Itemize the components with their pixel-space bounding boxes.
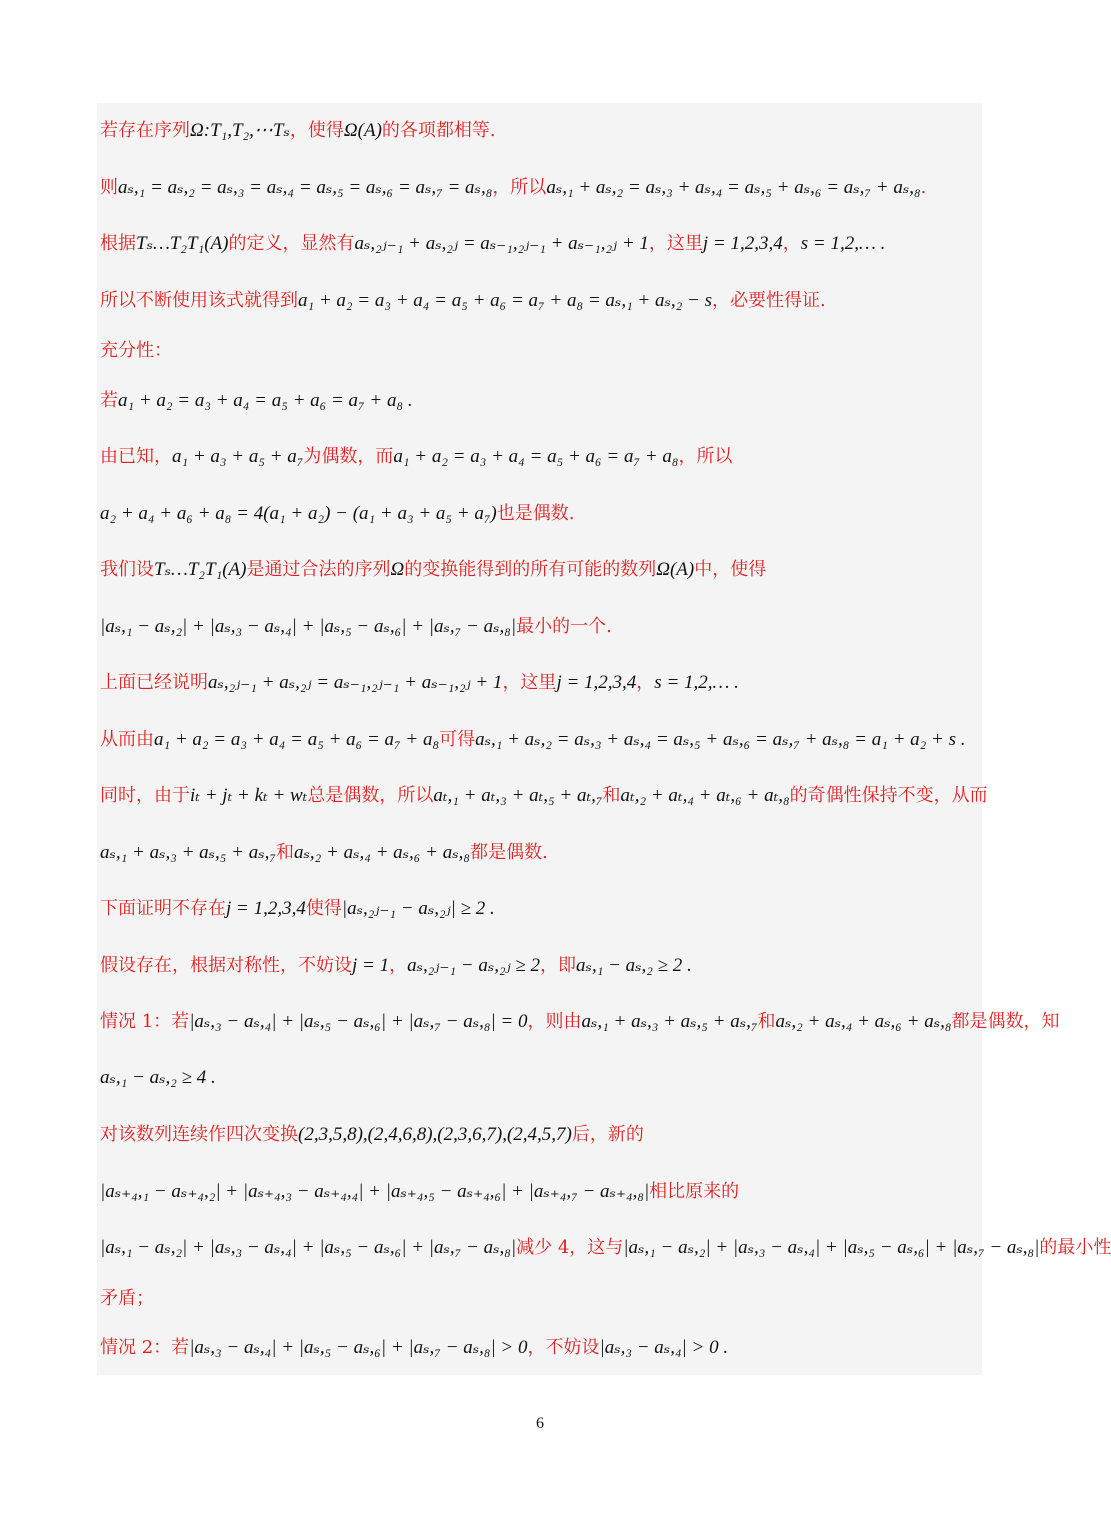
math-expression: iₜ + jₜ + kₜ + wₜ <box>190 785 308 806</box>
text-line <box>100 894 980 924</box>
text-segment: 的定义，显然有 <box>228 233 355 254</box>
math-expression: a₁ + a₃ + a₅ + a₇ <box>172 446 304 467</box>
text-segment: 充分性： <box>100 340 172 361</box>
text-line <box>100 442 980 472</box>
text-segment: 的各项都相等. <box>381 120 496 141</box>
text-segment: 我们设 <box>100 559 154 580</box>
text-line <box>100 555 980 585</box>
math-expression: a₂ + a₄ + a₆ + a₈ = 4(a₁ + a₂) − (a₁ + a₃ + a₅ + a₇) <box>100 503 497 524</box>
text-segment: 上面已经说明 <box>100 672 208 693</box>
text-line <box>100 1233 1111 1263</box>
text-segment: ，使得 <box>289 120 344 141</box>
math-expression: Ω(A) <box>343 120 382 141</box>
text-line <box>100 386 980 416</box>
text-segment: . <box>920 177 927 198</box>
math-expression: j = 1,2,3,4 <box>702 233 783 254</box>
math-expression: aₛ,₁ − aₛ,₂ ≥ 2 . <box>576 955 692 976</box>
text-line <box>100 838 980 868</box>
math-expression: a₁ + a₂ = a₃ + a₄ = a₅ + a₆ = a₇ + a₈ . <box>118 390 413 411</box>
text-segment: 的变换能得到的所有可能的数列 <box>404 559 657 580</box>
text-segment: 总是偶数，所以 <box>307 785 434 806</box>
math-expression: |aₛ₊₄,₁ − aₛ₊₄,₂| + |aₛ₊₄,₃ − aₛ₊₄,₄| + |aₛ₊₄,₅ − aₛ₊₄,₆| + |aₛ₊₄,₇ − aₛ₊₄,₈| <box>100 1181 650 1202</box>
text-segment: ， <box>389 955 408 976</box>
text-segment: 对该数列连续作四次变换 <box>100 1124 298 1145</box>
text-line <box>100 951 980 981</box>
text-segment: 后，新的 <box>571 1124 644 1145</box>
math-expression: aₛ,₁ + aₛ,₂ = aₛ,₃ + aₛ,₄ = aₛ,₅ + aₛ,₆ = aₛ,₇ + aₛ,₈ = a₁ + a₂ + s . <box>475 729 966 750</box>
math-expression: aₜ,₁ + aₜ,₃ + aₜ,₅ + aₜ,₇ <box>433 785 603 806</box>
text-segment: 若 <box>100 390 118 411</box>
math-expression: |aₛ,₁ − aₛ,₂| + |aₛ,₃ − aₛ,₄| + |aₛ,₅ − aₛ,₆| + |aₛ,₇ − aₛ,₈| <box>623 1237 1040 1258</box>
text-segment: ，这里 <box>648 233 703 254</box>
text-line <box>100 499 980 529</box>
math-expression: aₜ,₂ + aₜ,₄ + aₜ,₆ + aₜ,₈ <box>620 785 790 806</box>
math-expression: Ω:T₁,T₂,⋯Tₛ <box>190 120 290 141</box>
text-segment: 情况 1：若 <box>100 1011 190 1032</box>
text-segment: 相比原来的 <box>649 1181 740 1202</box>
text-segment: 矛盾； <box>100 1288 154 1309</box>
text-segment: 根据 <box>100 233 136 254</box>
text-line <box>100 1007 1060 1037</box>
math-expression: j = 1 <box>352 955 390 976</box>
text-line <box>100 1284 980 1314</box>
text-segment: ，所以 <box>492 177 547 198</box>
text-line <box>100 725 980 755</box>
text-segment: ，所以 <box>678 446 733 467</box>
text-segment: 则 <box>100 177 118 198</box>
text-line <box>100 1120 980 1150</box>
text-segment: 都是偶数. <box>470 842 548 863</box>
math-expression: Ω(A) <box>656 559 695 580</box>
text-segment: 由已知， <box>100 446 172 467</box>
text-line <box>100 1177 980 1207</box>
math-expression: a₁ + a₂ = a₃ + a₄ = a₅ + a₆ = a₇ + a₈ = aₛ,₁ + aₛ,₂ − s <box>298 290 712 311</box>
math-expression: a₁ + a₂ = a₃ + a₄ = a₅ + a₆ = a₇ + a₈ <box>393 446 679 467</box>
text-segment: 从而由 <box>100 729 154 750</box>
text-segment: ，即 <box>540 955 577 976</box>
text-line <box>100 1333 980 1363</box>
math-expression: |aₛ,₃ − aₛ,₄| + |aₛ,₅ − aₛ,₆| + |aₛ,₇ − aₛ,₈| > 0 <box>189 1337 528 1358</box>
text-segment: ， <box>782 233 801 254</box>
text-segment: 为偶数，而 <box>303 446 394 467</box>
text-segment: 假设存在，根据对称性，不妨设 <box>100 955 352 976</box>
text-segment: 可得 <box>439 729 476 750</box>
text-segment: 和 <box>602 785 621 806</box>
math-expression: Tₛ…T₂T₁(A) <box>136 233 229 254</box>
text-line <box>100 286 980 316</box>
math-expression: aₛ,₁ + aₛ,₂ = aₛ,₃ + aₛ,₄ = aₛ,₅ + aₛ,₆ = aₛ,₇ + aₛ,₈ <box>546 177 921 198</box>
math-expression: s = 1,2,… . <box>800 233 886 254</box>
math-expression: Ω <box>390 559 405 580</box>
math-expression: |aₛ,₃ − aₛ,₄| > 0 . <box>599 1337 729 1358</box>
math-expression: aₛ,₁ = aₛ,₂ = aₛ,₃ = aₛ,₄ = aₛ,₅ = aₛ,₆ = aₛ,₇ = aₛ,₈ <box>118 177 493 198</box>
math-expression: aₛ,₂ⱼ₋₁ + aₛ,₂ⱼ = aₛ₋₁,₂ⱼ₋₁ + aₛ₋₁,₂ⱼ + 1 <box>208 672 503 693</box>
math-expression: |aₛ,₂ⱼ₋₁ − aₛ,₂ⱼ| ≥ 2 . <box>341 898 495 919</box>
math-expression: j = 1,2,3,4 <box>226 898 306 919</box>
text-segment: 和 <box>757 1011 776 1032</box>
math-expression: s = 1,2,… . <box>654 672 739 693</box>
text-line <box>100 116 980 146</box>
text-segment: ， <box>636 672 655 693</box>
text-segment: 减少 4，这与 <box>516 1237 624 1258</box>
text-segment: ，这里 <box>502 672 557 693</box>
math-expression: |aₛ,₁ − aₛ,₂| + |aₛ,₃ − aₛ,₄| + |aₛ,₅ − aₛ,₆| + |aₛ,₇ − aₛ,₈| <box>100 1237 517 1258</box>
math-expression: j = 1,2,3,4 <box>556 672 637 693</box>
math-expression: aₛ,₁ + aₛ,₃ + aₛ,₅ + aₛ,₇ <box>100 842 276 863</box>
text-segment: 都是偶数，知 <box>951 1011 1060 1032</box>
math-expression: aₛ,₁ − aₛ,₂ ≥ 4 . <box>100 1067 216 1088</box>
text-segment: 所以不断使用该式就得到 <box>100 290 298 311</box>
text-line <box>100 612 980 642</box>
math-expression: aₛ,₂ + aₛ,₄ + aₛ,₆ + aₛ,₈ <box>294 842 470 863</box>
math-expression: |aₛ,₁ − aₛ,₂| + |aₛ,₃ − aₛ,₄| + |aₛ,₅ − aₛ,₆| + |aₛ,₇ − aₛ,₈| <box>100 616 517 637</box>
text-segment: 下面证明不存在 <box>100 898 226 919</box>
text-line <box>100 229 980 259</box>
text-segment: 最小的一个. <box>516 616 612 637</box>
text-line <box>100 1063 980 1093</box>
math-expression: |aₛ,₃ − aₛ,₄| + |aₛ,₅ − aₛ,₆| + |aₛ,₇ − aₛ,₈| = 0 <box>189 1011 528 1032</box>
math-expression: aₛ,₁ + aₛ,₃ + aₛ,₅ + aₛ,₇ <box>581 1011 758 1032</box>
text-segment: ，不妨设 <box>527 1337 600 1358</box>
page-number: 6 <box>536 1415 544 1432</box>
text-segment: 的最小性 <box>1039 1237 1111 1258</box>
math-expression: aₛ,₂ⱼ₋₁ − aₛ,₂ⱼ ≥ 2 <box>407 955 541 976</box>
math-expression: a₁ + a₂ = a₃ + a₄ = a₅ + a₆ = a₇ + a₈ <box>154 729 440 750</box>
text-segment: 情况 2：若 <box>100 1337 190 1358</box>
text-line <box>100 173 980 203</box>
text-line <box>100 668 980 698</box>
text-segment: 使得 <box>305 898 342 919</box>
text-segment: 中，使得 <box>694 559 767 580</box>
text-segment: ，必要性得证. <box>711 290 826 311</box>
math-expression: aₛ,₂ⱼ₋₁ + aₛ,₂ⱼ = aₛ₋₁,₂ⱼ₋₁ + aₛ₋₁,₂ⱼ + 1 <box>354 233 649 254</box>
text-segment: 是通过合法的序列 <box>246 559 391 580</box>
text-segment: 同时，由于 <box>100 785 190 806</box>
math-expression: (2,3,5,8),(2,4,6,8),(2,3,6,7),(2,4,5,7) <box>298 1124 572 1145</box>
text-segment: 也是偶数. <box>496 503 575 524</box>
text-segment: 和 <box>276 842 294 863</box>
text-segment: ，则由 <box>527 1011 582 1032</box>
text-segment: 若存在序列 <box>100 120 190 141</box>
math-expression: Tₛ…T₂T₁(A) <box>154 559 247 580</box>
text-segment: 的奇偶性保持不变，从而 <box>789 785 988 806</box>
math-expression: aₛ,₂ + aₛ,₄ + aₛ,₆ + aₛ,₈ <box>775 1011 952 1032</box>
text-line <box>100 336 980 366</box>
text-line <box>100 781 988 811</box>
